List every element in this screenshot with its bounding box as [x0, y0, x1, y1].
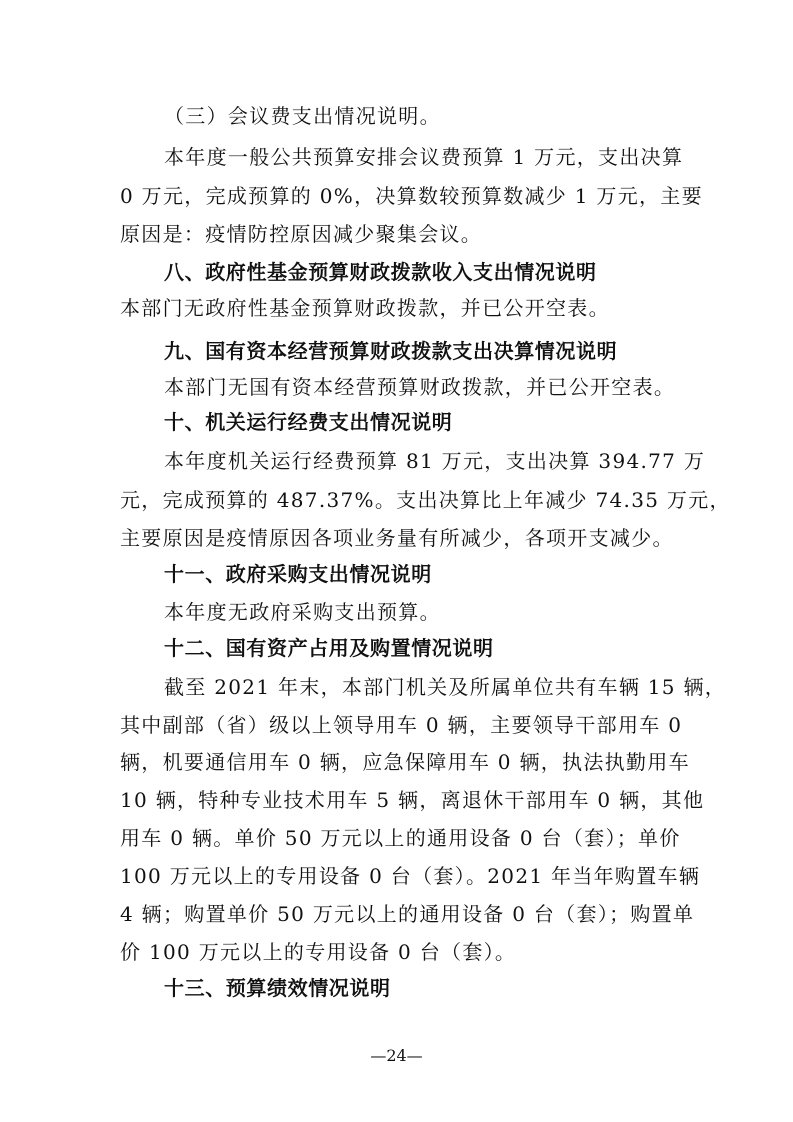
- paragraph-line: 其中副部（省）级以上领导用车 0 辆，主要领导干部用车 0: [120, 713, 683, 737]
- page-number: —24—: [370, 1046, 423, 1065]
- subsection-heading-meeting-fees: （三）会议费支出情况说明。: [164, 104, 441, 128]
- section-heading-8: 八、政府性基金预算财政拨款收入支出情况说明: [164, 260, 597, 284]
- paragraph-line: 本年度无政府采购支出预算。: [164, 600, 441, 624]
- paragraph-line: 元，完成预算的 487.37%。支出决算比上年减少 74.35 万元，: [120, 488, 731, 512]
- section-heading-12: 十二、国有资产占用及购置情况说明: [164, 636, 494, 660]
- section-heading-11: 十一、政府采购支出情况说明: [164, 562, 432, 586]
- paragraph-line: 截至 2021 年末，本部门机关及所属单位共有车辆 15 辆，: [164, 675, 727, 699]
- paragraph-line: 辆，机要通信用车 0 辆，应急保障用车 0 辆，执法执勤用车: [120, 750, 690, 774]
- paragraph-line: 10 辆，特种专业技术用车 5 辆，离退休干部用车 0 辆，其他: [120, 788, 705, 812]
- section-heading-10: 十、机关运行经费支出情况说明: [164, 410, 453, 434]
- paragraph-line: 主要原因是疫情原因各项业务量有所减少，各项开支减少。: [120, 526, 674, 550]
- paragraph-line: 价 100 万元以上的专用设备 0 台（套）。: [120, 940, 517, 964]
- paragraph-line: 本年度机关运行经费预算 81 万元，支出决算 394.77 万: [164, 449, 706, 473]
- section-heading-13: 十三、预算绩效情况说明: [164, 976, 391, 1000]
- paragraph-line: 4 辆；购置单价 50 万元以上的通用设备 0 台（套）；购置单: [120, 902, 695, 926]
- paragraph-line: 0 万元，完成预算的 0%，决算数较预算数减少 1 万元，主要: [120, 184, 703, 208]
- section-heading-9: 九、国有资本经营预算财政拨款支出决算情况说明: [164, 339, 618, 363]
- paragraph-line: 100 万元以上的专用设备 0 台（套）。2021 年当年购置车辆: [120, 864, 701, 888]
- paragraph-line: 用车 0 辆。单价 50 万元以上的通用设备 0 台（套）；单价: [120, 826, 681, 850]
- paragraph-line: 本部门无政府性基金预算财政拨款，并已公开空表。: [120, 296, 610, 320]
- paragraph-line: 本部门无国有资本经营预算财政拨款，并已公开空表。: [164, 375, 676, 399]
- paragraph-line: 本年度一般公共预算安排会议费预算 1 万元，支出决算: [164, 145, 684, 169]
- paragraph-line: 原因是：疫情防控原因减少聚集会议。: [120, 222, 483, 246]
